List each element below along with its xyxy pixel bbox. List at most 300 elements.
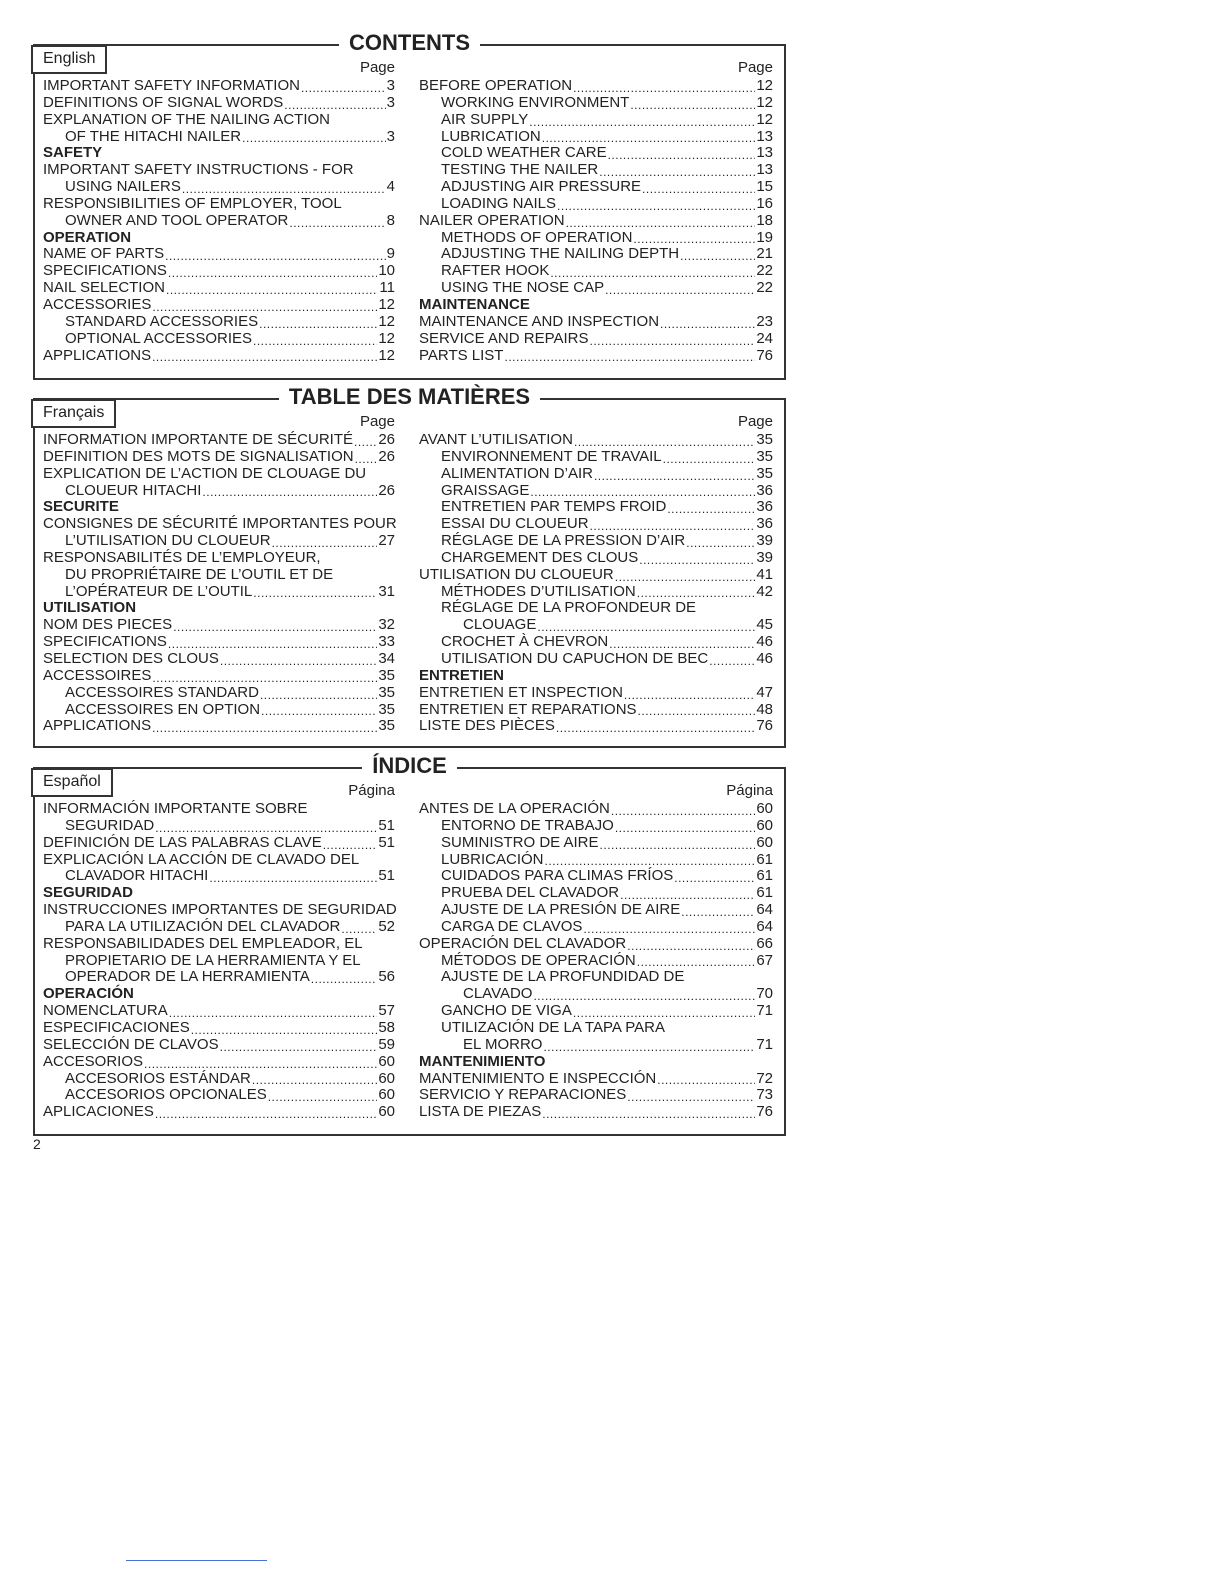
toc-entry-page: 70 bbox=[756, 985, 773, 1003]
toc-entry-page: 13 bbox=[756, 144, 773, 162]
toc-entry-page: 36 bbox=[756, 498, 773, 516]
toc-entry-page: 66 bbox=[756, 934, 773, 952]
toc-entry bbox=[419, 651, 773, 668]
toc-entry bbox=[43, 263, 395, 280]
toc-entry bbox=[419, 919, 773, 936]
toc-left-column bbox=[43, 412, 395, 735]
dot-leader bbox=[289, 217, 385, 230]
toc-entry-title: UTILISATION DU CLOUEUR bbox=[419, 565, 614, 583]
toc-entry bbox=[419, 129, 773, 146]
toc-entry-page: 60 bbox=[378, 1103, 395, 1121]
toc-entry bbox=[43, 835, 395, 852]
toc-entry-page: 64 bbox=[756, 901, 773, 919]
toc-entry-page: 26 bbox=[378, 431, 395, 448]
toc-entry-title: SELECCIÓN DE CLAVOS bbox=[43, 1035, 219, 1053]
toc-entry-title: ENTRETIEN ET REPARATIONS bbox=[419, 700, 637, 718]
toc-entry-title: SPECIFICATIONS bbox=[43, 262, 167, 280]
contents-section-french bbox=[33, 385, 786, 748]
toc-heading bbox=[43, 145, 395, 162]
language-tab: Español bbox=[31, 768, 113, 797]
toc-entry-title: RÉGLAGE DE LA PRESSION D’AIR bbox=[441, 532, 686, 550]
toc-entry-title: LOADING NAILS bbox=[441, 194, 557, 212]
toc-entry bbox=[419, 852, 773, 869]
toc-entry-title: SEGURIDAD bbox=[65, 816, 155, 834]
dot-leader bbox=[301, 82, 386, 95]
section-title: ÍNDICE bbox=[33, 753, 786, 779]
dot-leader bbox=[268, 1091, 378, 1104]
page-column-header: Page bbox=[359, 59, 395, 76]
toc-entry bbox=[419, 246, 773, 263]
dot-leader bbox=[155, 1108, 377, 1121]
toc-entry bbox=[419, 533, 773, 550]
toc-entry-page: 34 bbox=[378, 649, 395, 667]
dot-leader bbox=[323, 839, 378, 852]
toc-entry bbox=[43, 668, 395, 685]
toc-entry-page: 4 bbox=[386, 178, 395, 196]
dot-leader bbox=[583, 923, 755, 936]
toc-entry-title: L’OPÉRATEUR DE L’OUTIL bbox=[65, 582, 253, 600]
toc-entry bbox=[419, 516, 773, 533]
toc-entry bbox=[43, 1037, 395, 1054]
toc-entry-title: OPERADOR DE LA HERRAMIENTA bbox=[65, 968, 310, 986]
toc-entry bbox=[419, 936, 773, 953]
dot-leader bbox=[144, 1058, 377, 1071]
toc-entry bbox=[43, 567, 395, 584]
toc-entry-title: IMPORTANT SAFETY INSTRUCTIONS - FOR bbox=[43, 161, 354, 179]
dot-leader bbox=[605, 284, 755, 297]
toc-entry-title: LISTA DE PIEZAS bbox=[419, 1103, 542, 1121]
toc-entry-title: METHODS OF OPERATION bbox=[441, 228, 633, 246]
toc-entry bbox=[43, 969, 395, 986]
toc-heading bbox=[43, 499, 395, 516]
toc-entry bbox=[419, 280, 773, 297]
dot-leader bbox=[600, 839, 756, 852]
toc-entry-title: COLD WEATHER CARE bbox=[441, 144, 607, 162]
toc-entry-title: WORKING ENVIRONMENT bbox=[441, 93, 630, 111]
toc-entry-title: OPTIONAL ACCESSORIES bbox=[65, 329, 252, 347]
toc-entry-title: CONSIGNES DE SÉCURITÉ IMPORTANTES POUR bbox=[43, 515, 397, 533]
toc-entry-title: AJUSTE DE LA PRESIÓN DE AIRE bbox=[441, 901, 681, 919]
toc-entry-title: RESPONSABILITÉS DE L’EMPLOYEUR, bbox=[43, 548, 321, 566]
toc-entry bbox=[419, 230, 773, 247]
toc-entry bbox=[419, 449, 773, 466]
toc-entry-page: 64 bbox=[756, 917, 773, 935]
toc-entry-page: 67 bbox=[756, 951, 773, 969]
toc-entry bbox=[419, 95, 773, 112]
dot-leader bbox=[674, 872, 755, 885]
toc-entry bbox=[43, 213, 395, 230]
toc-entry bbox=[419, 584, 773, 601]
toc-entry bbox=[43, 902, 395, 919]
toc-entry bbox=[43, 634, 395, 651]
toc-entry-title: CLAVADO bbox=[463, 985, 533, 1003]
toc-entry bbox=[43, 1104, 395, 1121]
toc-entry-page: 72 bbox=[756, 1069, 773, 1087]
toc-entry bbox=[43, 314, 395, 331]
toc-entry-title: GANCHO DE VIGA bbox=[441, 1002, 572, 1020]
toc-entry-page: 71 bbox=[756, 1035, 773, 1053]
toc-entry-page: 51 bbox=[378, 833, 395, 851]
dot-leader bbox=[166, 284, 378, 297]
toc-entry-page: 12 bbox=[756, 93, 773, 111]
toc-entry-page: 60 bbox=[378, 1069, 395, 1087]
toc-entry-title: SERVICIO Y REPARACIONES bbox=[419, 1086, 627, 1104]
toc-entry-title: TESTING THE NAILER bbox=[441, 161, 599, 179]
toc-entry-title: ANTES DE LA OPERACIÓN bbox=[419, 800, 610, 817]
toc-entry-page: 12 bbox=[756, 77, 773, 94]
dot-leader bbox=[284, 99, 385, 112]
dot-leader bbox=[615, 822, 756, 835]
dot-leader bbox=[709, 655, 755, 668]
toc-entry-title: ENTRETIEN ET INSPECTION bbox=[419, 683, 623, 701]
toc-entry bbox=[43, 550, 395, 567]
dot-leader bbox=[272, 537, 378, 550]
toc-entry-title: ESSAI DU CLOUEUR bbox=[441, 515, 589, 533]
dot-leader bbox=[311, 973, 378, 986]
dot-leader bbox=[202, 486, 377, 499]
toc-entry bbox=[419, 466, 773, 483]
toc-entry-title: LISTE DES PIÈCES bbox=[419, 717, 555, 735]
toc-entry-title: MANTENIMIENTO bbox=[419, 1052, 546, 1070]
toc-entry-title: APPLICATIONS bbox=[43, 346, 152, 364]
toc-entry bbox=[43, 95, 395, 112]
toc-entry-title: RESPONSABILIDADES DEL EMPLEADOR, EL bbox=[43, 934, 363, 952]
dot-leader bbox=[341, 923, 377, 936]
toc-entry-page: 12 bbox=[756, 110, 773, 128]
toc-entry-page: 9 bbox=[386, 245, 395, 263]
toc-entry-page: 57 bbox=[378, 1002, 395, 1020]
toc-entry-title: OPERACIÓN DEL CLAVADOR bbox=[419, 934, 627, 952]
toc-entry-page: 61 bbox=[756, 850, 773, 868]
toc-entry bbox=[419, 1020, 773, 1037]
toc-entry-page: 10 bbox=[378, 262, 395, 280]
toc-entry-page: 11 bbox=[379, 279, 395, 297]
dot-leader bbox=[173, 621, 377, 634]
language-tab: Français bbox=[31, 399, 116, 428]
toc-entry-page: 13 bbox=[756, 161, 773, 179]
dot-leader bbox=[590, 335, 756, 348]
toc-entry bbox=[43, 179, 395, 196]
toc-entry-page: 60 bbox=[756, 833, 773, 851]
toc-entry-title: OF THE HITACHI NAILER bbox=[65, 127, 242, 145]
toc-entry-title: ENTRETIEN bbox=[419, 666, 505, 684]
toc-entry-page: 3 bbox=[386, 93, 395, 111]
toc-entry-title: SUMINISTRO DE AIRE bbox=[441, 833, 599, 851]
toc-entry bbox=[419, 550, 773, 567]
page-column-header: Page bbox=[359, 413, 395, 430]
toc-entry bbox=[43, 801, 395, 818]
toc-entry-page: 26 bbox=[378, 447, 395, 465]
toc-entry bbox=[419, 617, 773, 634]
toc-entry-title: IMPORTANT SAFETY INFORMATION bbox=[43, 77, 300, 94]
toc-entry bbox=[43, 331, 395, 348]
toc-entry-title: ACCESORIOS OPCIONALES bbox=[65, 1086, 267, 1104]
toc-entry bbox=[43, 651, 395, 668]
toc-entry-title: AIR SUPPLY bbox=[441, 110, 529, 128]
toc-entry bbox=[43, 196, 395, 213]
toc-entry-page: 39 bbox=[756, 532, 773, 550]
page-column-header: Page bbox=[737, 59, 773, 76]
toc-entry-title: ACCESSORIES bbox=[43, 295, 152, 313]
toc-entry-title: APPLICATIONS bbox=[43, 717, 152, 735]
toc-entry bbox=[419, 835, 773, 852]
toc-entry-title: ALIMENTATION D’AIR bbox=[441, 464, 593, 482]
toc-entry-page: 35 bbox=[756, 447, 773, 465]
toc-entry bbox=[419, 868, 773, 885]
toc-entry-title: OPERATION bbox=[43, 228, 132, 246]
dot-leader bbox=[259, 318, 377, 331]
toc-entry-title: EXPLICACIÓN LA ACCIÓN DE CLAVADO DEL bbox=[43, 850, 360, 868]
dot-leader bbox=[152, 722, 377, 735]
toc-entry-title: NAIL SELECTION bbox=[43, 279, 165, 297]
toc-entry bbox=[419, 986, 773, 1003]
dot-leader bbox=[657, 1074, 755, 1087]
dot-leader bbox=[529, 116, 755, 129]
toc-entry-page: 47 bbox=[756, 683, 773, 701]
toc-entry-page: 22 bbox=[756, 262, 773, 280]
toc-entry-title: PROPIETARIO DE LA HERRAMIENTA Y EL bbox=[65, 951, 361, 969]
toc-entry-title: ENTORNO DE TRABAJO bbox=[441, 816, 614, 834]
dot-leader bbox=[624, 689, 755, 702]
toc-entry bbox=[419, 1071, 773, 1088]
toc-entry bbox=[419, 263, 773, 280]
toc-entry-title: CARGA DE CLAVOS bbox=[441, 917, 583, 935]
dot-leader bbox=[155, 822, 377, 835]
toc-entry-title: UTILIZACIÓN DE LA TAPA PARA bbox=[441, 1018, 665, 1036]
toc-entry-page: 19 bbox=[756, 228, 773, 246]
toc-entry-title: RESPONSIBILITIES OF EMPLOYER, TOOL bbox=[43, 194, 342, 212]
toc-right-column bbox=[419, 781, 773, 1121]
toc-entry bbox=[43, 78, 395, 95]
toc-entry-title: ENVIRONNEMENT DE TRAVAIL bbox=[441, 447, 662, 465]
dot-leader bbox=[209, 872, 377, 885]
toc-entry-title: PARTS LIST bbox=[419, 346, 504, 364]
toc-entry-title: NAME OF PARTS bbox=[43, 245, 165, 263]
toc-entry-title: DEFINITION DES MOTS DE SIGNALISATION bbox=[43, 447, 354, 465]
dot-leader bbox=[608, 149, 756, 162]
dot-leader bbox=[152, 301, 377, 314]
toc-heading bbox=[43, 230, 395, 247]
toc-entry-page: 23 bbox=[756, 312, 773, 330]
dot-leader bbox=[639, 554, 755, 567]
toc-entry-title: MÉTHODES D’UTILISATION bbox=[441, 582, 636, 600]
toc-entry-page: 12 bbox=[378, 312, 395, 330]
toc-entry-title: STANDARD ACCESSORIES bbox=[65, 312, 259, 330]
toc-entry-page: 60 bbox=[378, 1052, 395, 1070]
toc-entry bbox=[419, 331, 773, 348]
toc-entry-title: INFORMACIÓN IMPORTANTE SOBRE bbox=[43, 800, 308, 817]
toc-entry-page: 24 bbox=[756, 329, 773, 347]
toc-entry bbox=[43, 246, 395, 263]
toc-heading bbox=[419, 668, 773, 685]
toc-entry-page: 73 bbox=[756, 1086, 773, 1104]
dot-leader bbox=[627, 940, 755, 953]
toc-entry-title: PRUEBA DEL CLAVADOR bbox=[441, 884, 620, 902]
dot-leader bbox=[355, 453, 378, 466]
toc-entry bbox=[419, 483, 773, 500]
toc-entry-title: BEFORE OPERATION bbox=[419, 77, 573, 94]
toc-entry bbox=[43, 466, 395, 483]
toc-entry bbox=[419, 702, 773, 719]
toc-entry-title: CLOUAGE bbox=[463, 616, 537, 634]
toc-entry bbox=[419, 567, 773, 584]
toc-entry bbox=[43, 584, 395, 601]
toc-entry-page: 18 bbox=[756, 211, 773, 229]
toc-entry-title: L’UTILISATION DU CLOUEUR bbox=[65, 532, 271, 550]
toc-left-column bbox=[43, 781, 395, 1121]
dot-leader bbox=[574, 436, 755, 449]
toc-entry-page: 60 bbox=[756, 800, 773, 817]
toc-entry bbox=[43, 516, 395, 533]
toc-entry bbox=[43, 1020, 395, 1037]
toc-left-column bbox=[43, 58, 395, 364]
toc-entry-page: 59 bbox=[378, 1035, 395, 1053]
toc-entry-title: DEFINICIÓN DE LAS PALABRAS CLAVE bbox=[43, 833, 322, 851]
toc-entry-page: 46 bbox=[756, 649, 773, 667]
toc-heading bbox=[43, 600, 395, 617]
toc-entry-page: 12 bbox=[378, 329, 395, 347]
toc-entry-title: PARA LA UTILIZACIÓN DEL CLAVADOR bbox=[65, 917, 341, 935]
toc-entry bbox=[419, 112, 773, 129]
toc-entry-title: INSTRUCCIONES IMPORTANTES DE SEGURIDAD bbox=[43, 901, 397, 919]
toc-entry-title: MAINTENANCE bbox=[419, 295, 530, 313]
toc-entry-page: 56 bbox=[378, 968, 395, 986]
toc-entry bbox=[419, 1104, 773, 1121]
toc-heading bbox=[43, 885, 395, 902]
dot-leader bbox=[556, 722, 755, 735]
toc-entry-title: CLOUEUR HITACHI bbox=[65, 481, 202, 499]
toc-entry bbox=[419, 1037, 773, 1054]
dot-leader bbox=[615, 571, 756, 584]
toc-entry-page: 60 bbox=[378, 1086, 395, 1104]
toc-entry-title: UTILISATION bbox=[43, 599, 137, 617]
dot-leader bbox=[260, 689, 377, 702]
toc-entry-page: 60 bbox=[756, 816, 773, 834]
toc-entry-title: INFORMATION IMPORTANTE DE SÉCURITÉ bbox=[43, 431, 354, 448]
dot-leader bbox=[686, 537, 755, 550]
toc-entry bbox=[419, 685, 773, 702]
page-column-header: Página bbox=[348, 782, 395, 799]
toc-entry-title: DU PROPRIÉTAIRE DE L’OUTIL ET DE bbox=[65, 565, 334, 583]
dot-leader bbox=[182, 183, 386, 196]
dot-leader bbox=[638, 705, 756, 718]
toc-entry-page: 36 bbox=[756, 481, 773, 499]
toc-entry-page: 45 bbox=[756, 616, 773, 634]
toc-entry-title: SPECIFICATIONS bbox=[43, 633, 167, 651]
toc-entry-title: CROCHET À CHEVRON bbox=[441, 633, 609, 651]
page-column-header: Página bbox=[726, 782, 773, 799]
toc-entry bbox=[419, 432, 773, 449]
dot-leader bbox=[542, 1108, 755, 1121]
toc-entry-page: 42 bbox=[756, 582, 773, 600]
toc-entry-title: LUBRICATION bbox=[441, 127, 541, 145]
dot-leader bbox=[573, 82, 755, 95]
toc-entry-page: 76 bbox=[756, 1103, 773, 1121]
toc-entry-page: 21 bbox=[756, 245, 773, 263]
toc-entry bbox=[419, 78, 773, 95]
toc-entry-page: 33 bbox=[378, 633, 395, 651]
dot-leader bbox=[191, 1024, 378, 1037]
toc-entry bbox=[43, 297, 395, 314]
toc-entry-title: AVANT L’UTILISATION bbox=[419, 431, 573, 448]
toc-entry bbox=[419, 969, 773, 986]
toc-entry bbox=[419, 634, 773, 651]
toc-entry-title: ENTRETIEN PAR TEMPS FROID bbox=[441, 498, 667, 516]
toc-entry bbox=[419, 213, 773, 230]
toc-entry-page: 35 bbox=[756, 464, 773, 482]
dot-leader bbox=[630, 99, 755, 112]
toc-entry-page: 39 bbox=[756, 548, 773, 566]
toc-entry-title: DEFINITIONS OF SIGNAL WORDS bbox=[43, 93, 284, 111]
toc-entry-page: 51 bbox=[378, 816, 395, 834]
toc-entry-page: 35 bbox=[378, 717, 395, 735]
dot-leader bbox=[543, 1041, 755, 1054]
toc-entry bbox=[419, 885, 773, 902]
dot-leader bbox=[261, 705, 377, 718]
toc-entry-title: ADJUSTING THE NAILING DEPTH bbox=[441, 245, 680, 263]
toc-entry-page: 26 bbox=[378, 481, 395, 499]
toc-entry-page: 32 bbox=[378, 616, 395, 634]
dot-leader bbox=[253, 335, 377, 348]
toc-entry-title: APLICACIONES bbox=[43, 1103, 154, 1121]
toc-entry-page: 35 bbox=[378, 683, 395, 701]
toc-entry-page: 61 bbox=[756, 867, 773, 885]
toc-entry-page: 61 bbox=[756, 884, 773, 902]
toc-entry-title: ACCESSOIRES EN OPTION bbox=[65, 700, 261, 718]
footer-rule bbox=[126, 1560, 267, 1561]
toc-entry bbox=[43, 1054, 395, 1071]
toc-entry bbox=[419, 718, 773, 735]
language-tab: English bbox=[31, 45, 107, 74]
toc-entry-page: 31 bbox=[378, 582, 395, 600]
toc-entry-title: ACCESSOIRES bbox=[43, 666, 152, 684]
toc-entry bbox=[43, 432, 395, 449]
dot-leader bbox=[168, 267, 377, 280]
toc-entry-title: MANTENIMIENTO E INSPECCIÓN bbox=[419, 1069, 657, 1087]
dot-leader bbox=[642, 183, 755, 196]
toc-right-column bbox=[419, 58, 773, 364]
toc-entry-page: 76 bbox=[756, 346, 773, 364]
section-title: TABLE DES MATIÈRES bbox=[33, 384, 786, 410]
toc-entry bbox=[43, 919, 395, 936]
dot-leader bbox=[504, 351, 755, 364]
toc-entry bbox=[43, 348, 395, 365]
toc-entry-page: 27 bbox=[378, 532, 395, 550]
toc-entry bbox=[419, 162, 773, 179]
toc-entry-title: CHARGEMENT DES CLOUS bbox=[441, 548, 639, 566]
dot-leader bbox=[242, 132, 386, 145]
toc-entry-page: 12 bbox=[378, 346, 395, 364]
toc-entry bbox=[43, 449, 395, 466]
toc-entry bbox=[43, 818, 395, 835]
toc-entry-title: EXPLANATION OF THE NAILING ACTION bbox=[43, 110, 330, 128]
toc-entry bbox=[419, 348, 773, 365]
toc-entry-page: 35 bbox=[378, 666, 395, 684]
toc-entry bbox=[43, 162, 395, 179]
toc-entry-title: NOMENCLATURA bbox=[43, 1002, 168, 1020]
toc-entry bbox=[419, 145, 773, 162]
toc-entry bbox=[419, 801, 773, 818]
toc-entry-page: 41 bbox=[756, 565, 773, 583]
toc-entry-page: 22 bbox=[756, 279, 773, 297]
toc-entry-title: MAINTENANCE AND INSPECTION bbox=[419, 312, 660, 330]
toc-entry-title: ACCESORIOS ESTÁNDAR bbox=[65, 1069, 251, 1087]
toc-entry bbox=[419, 179, 773, 196]
toc-entry-title: SELECTION DES CLOUS bbox=[43, 649, 219, 667]
toc-entry-title: RÉGLAGE DE LA PROFONDEUR DE bbox=[441, 599, 697, 617]
toc-entry bbox=[43, 112, 395, 129]
toc-entry-page: 3 bbox=[386, 77, 395, 94]
